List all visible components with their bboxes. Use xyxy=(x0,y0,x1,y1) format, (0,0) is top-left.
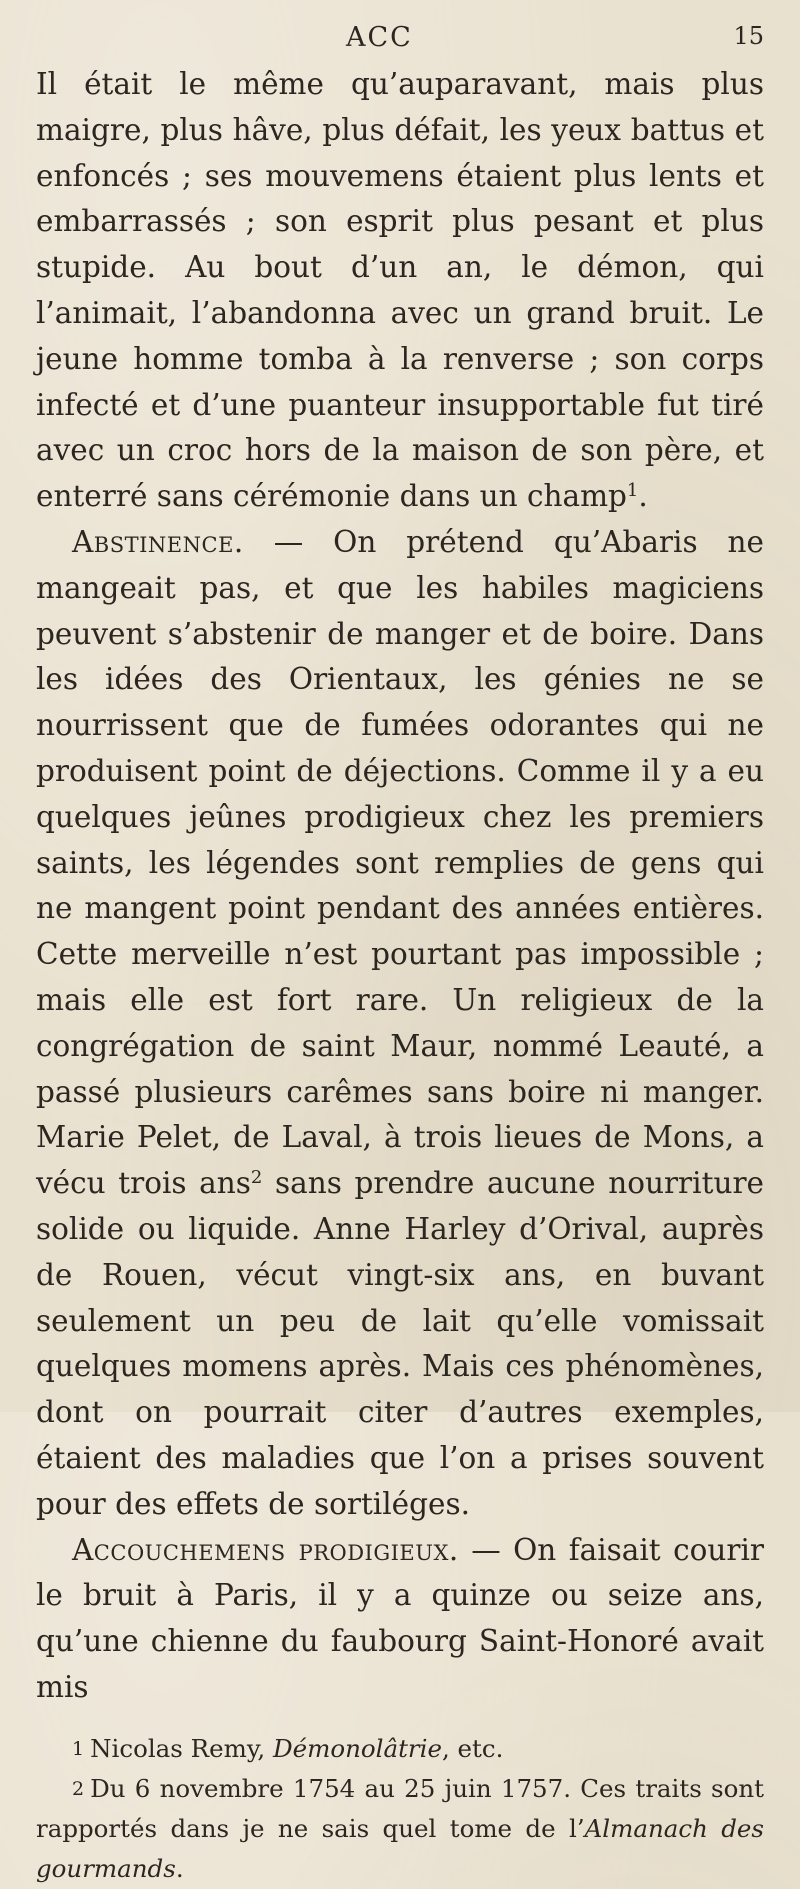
footnote-text-end: , etc. xyxy=(441,1733,504,1763)
footnote-2 xyxy=(36,1769,764,1889)
footnote-book-title: Almanach des gourmands xyxy=(36,1813,764,1883)
footnote-book-title: Démonolâtrie xyxy=(272,1733,442,1763)
body-text xyxy=(36,62,764,1711)
entry-headword-abstinence: Abstinence. xyxy=(72,524,244,559)
footnote-ref-1: 1 xyxy=(626,480,639,502)
entry-accouchemens xyxy=(36,1528,764,1711)
book-page xyxy=(36,18,764,1889)
footnote-number: 2 xyxy=(72,1777,85,1800)
paragraph-text: Il était le même qu’auparavant, mais plus maigre, plus hâve, plus défait, les yeux battus et enfoncés ; ses mouvemens étaient plus lents et embarrassés ; son esprit plus pesant et plus stupide. Au bout d’un an, le démon, qui l’animait, l’abandonna avec un grand bruit. Le jeune homme tomba à la renverse ; son corps infecté et d’une puanteur insupportable fut tiré avec un croc hors de la maison de son père, et enterré sans cérémonie dans un champ xyxy=(36,67,764,514)
running-head xyxy=(36,18,764,62)
paragraph-possession-end xyxy=(36,62,764,520)
footnote-text-end: . xyxy=(175,1853,184,1883)
page-number: 15 xyxy=(733,22,764,50)
entry-text: — On prétend qu’Abaris ne mangeait pas, et que les habiles magiciens peuvent s’abstenir de manger et de boire. Dans les idées des Orientaux, les génies ne se nourrissent que de fumées odorantes qui ne produisent point de déjections. Comme il y a eu quelques jeûnes prodigieux chez les premiers saints, les légendes sont remplies de gens qui ne mangent point pendant des années entières. Cette merveille n’est pourtant pas impossible ; mais elle est fort rare. Un religieux de la congrégation de saint Maur, nommé Leauté, a passé plusieurs carêmes sans boire ni manger. Marie Pelet, de Laval, à trois lieues de Mons, a vécu trois ans xyxy=(36,524,764,1201)
footnote-1 xyxy=(36,1729,764,1769)
paragraph-text-end: . xyxy=(638,479,648,514)
footnotes xyxy=(36,1729,764,1889)
entry-abstinence xyxy=(36,520,764,1528)
entry-headword-accouchemens: Accouchemens prodigieux. xyxy=(72,1532,459,1567)
footnote-ref-2: 2 xyxy=(250,1167,263,1189)
footnote-text: Nicolas Remy, xyxy=(90,1733,273,1763)
footnote-number: 1 xyxy=(72,1737,85,1760)
entry-text: — On faisait courir le bruit à Paris, il y a quinze ou seize ans, qu’une chienne du faubourg Saint-Honoré avait mis xyxy=(36,1532,764,1704)
footnote-text: Du 6 novembre 1754 au 25 juin 1757. Ces traits sont rapportés dans je ne sais quel tome de l’ xyxy=(36,1773,764,1843)
running-head-title: ACC xyxy=(346,22,413,53)
entry-text-continued: sans prendre aucune nourriture solide ou liquide. Anne Harley d’Orival, auprès de Rouen, vécut vingt-six ans, en buvant seulement un peu de lait qu’elle vomissait quelques momens après. Mais ces phénomènes, dont on pourrait citer d’autres exemples, étaient des maladies que l’on a prises souvent pour des effets de sortiléges. xyxy=(36,1166,765,1521)
